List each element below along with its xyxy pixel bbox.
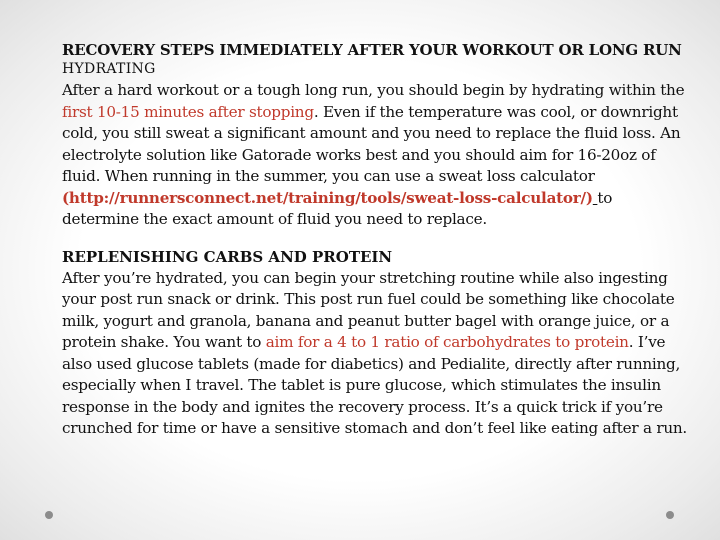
sweat-calculator-link[interactable]: (http://runnersconnect.net/training/tools/sweat-loss-calculator/) — [62, 188, 593, 207]
hydrating-text-3: to determine the exact amount of fluid you need to replace. — [62, 188, 613, 228]
hydrating-paragraph — [62, 80, 687, 231]
hydrating-text-1: After a hard workout or a tough long run, you should begin by hydrating within the — [62, 81, 685, 99]
carbs-highlight: aim for a 4 to 1 ratio of carbohydrates to protein — [265, 333, 629, 351]
slide-title: RECOVERY STEPS IMMEDIATELY AFTER YOUR WORKOUT OR LONG RUN — [62, 41, 682, 59]
hydrating-highlight: first 10-15 minutes after stopping — [62, 102, 314, 121]
hydrating-text-2: . Even if the temperature was cool, or downright cold, you still sweat a significant amount and you need to replace the fluid loss. An electrolyte solution like Gatorade works best and you should aim for 16-20oz of fluid. When running in the summer, you can use a sweat loss calculator — [62, 102, 681, 185]
carbs-text-2: . I’ve also used glucose tablets (made for diabetics) and Pedialite, directly after running, especially when I travel. The tablet is pure glucose, which stimulates the insulin response in the body and ignites the recovery process. It’s a quick trick if you’re crunched for time or have a sensitive stomach and don’t feel like eating after a run. — [62, 333, 687, 437]
section-label-carbs-protein: REPLENISHING CARBS AND PROTEIN — [62, 247, 393, 266]
section-label-hydrating: HYDRATING — [62, 61, 156, 77]
bullet-dot-right — [666, 511, 674, 519]
slide-content — [62, 40, 687, 440]
carbs-text-1: After you’re hydrated, you can begin your stretching routine while also ingesting your post run snack or drink. This post run fuel could be something like chocolate milk, yogurt and granola, banana and peanut butter bagel with orange juice, or a protein shake. You want to — [62, 268, 675, 351]
bullet-dot-left — [45, 511, 53, 519]
carbs-paragraph — [62, 268, 687, 440]
section-carbs-protein — [62, 247, 687, 440]
section-hydrating — [62, 60, 687, 231]
